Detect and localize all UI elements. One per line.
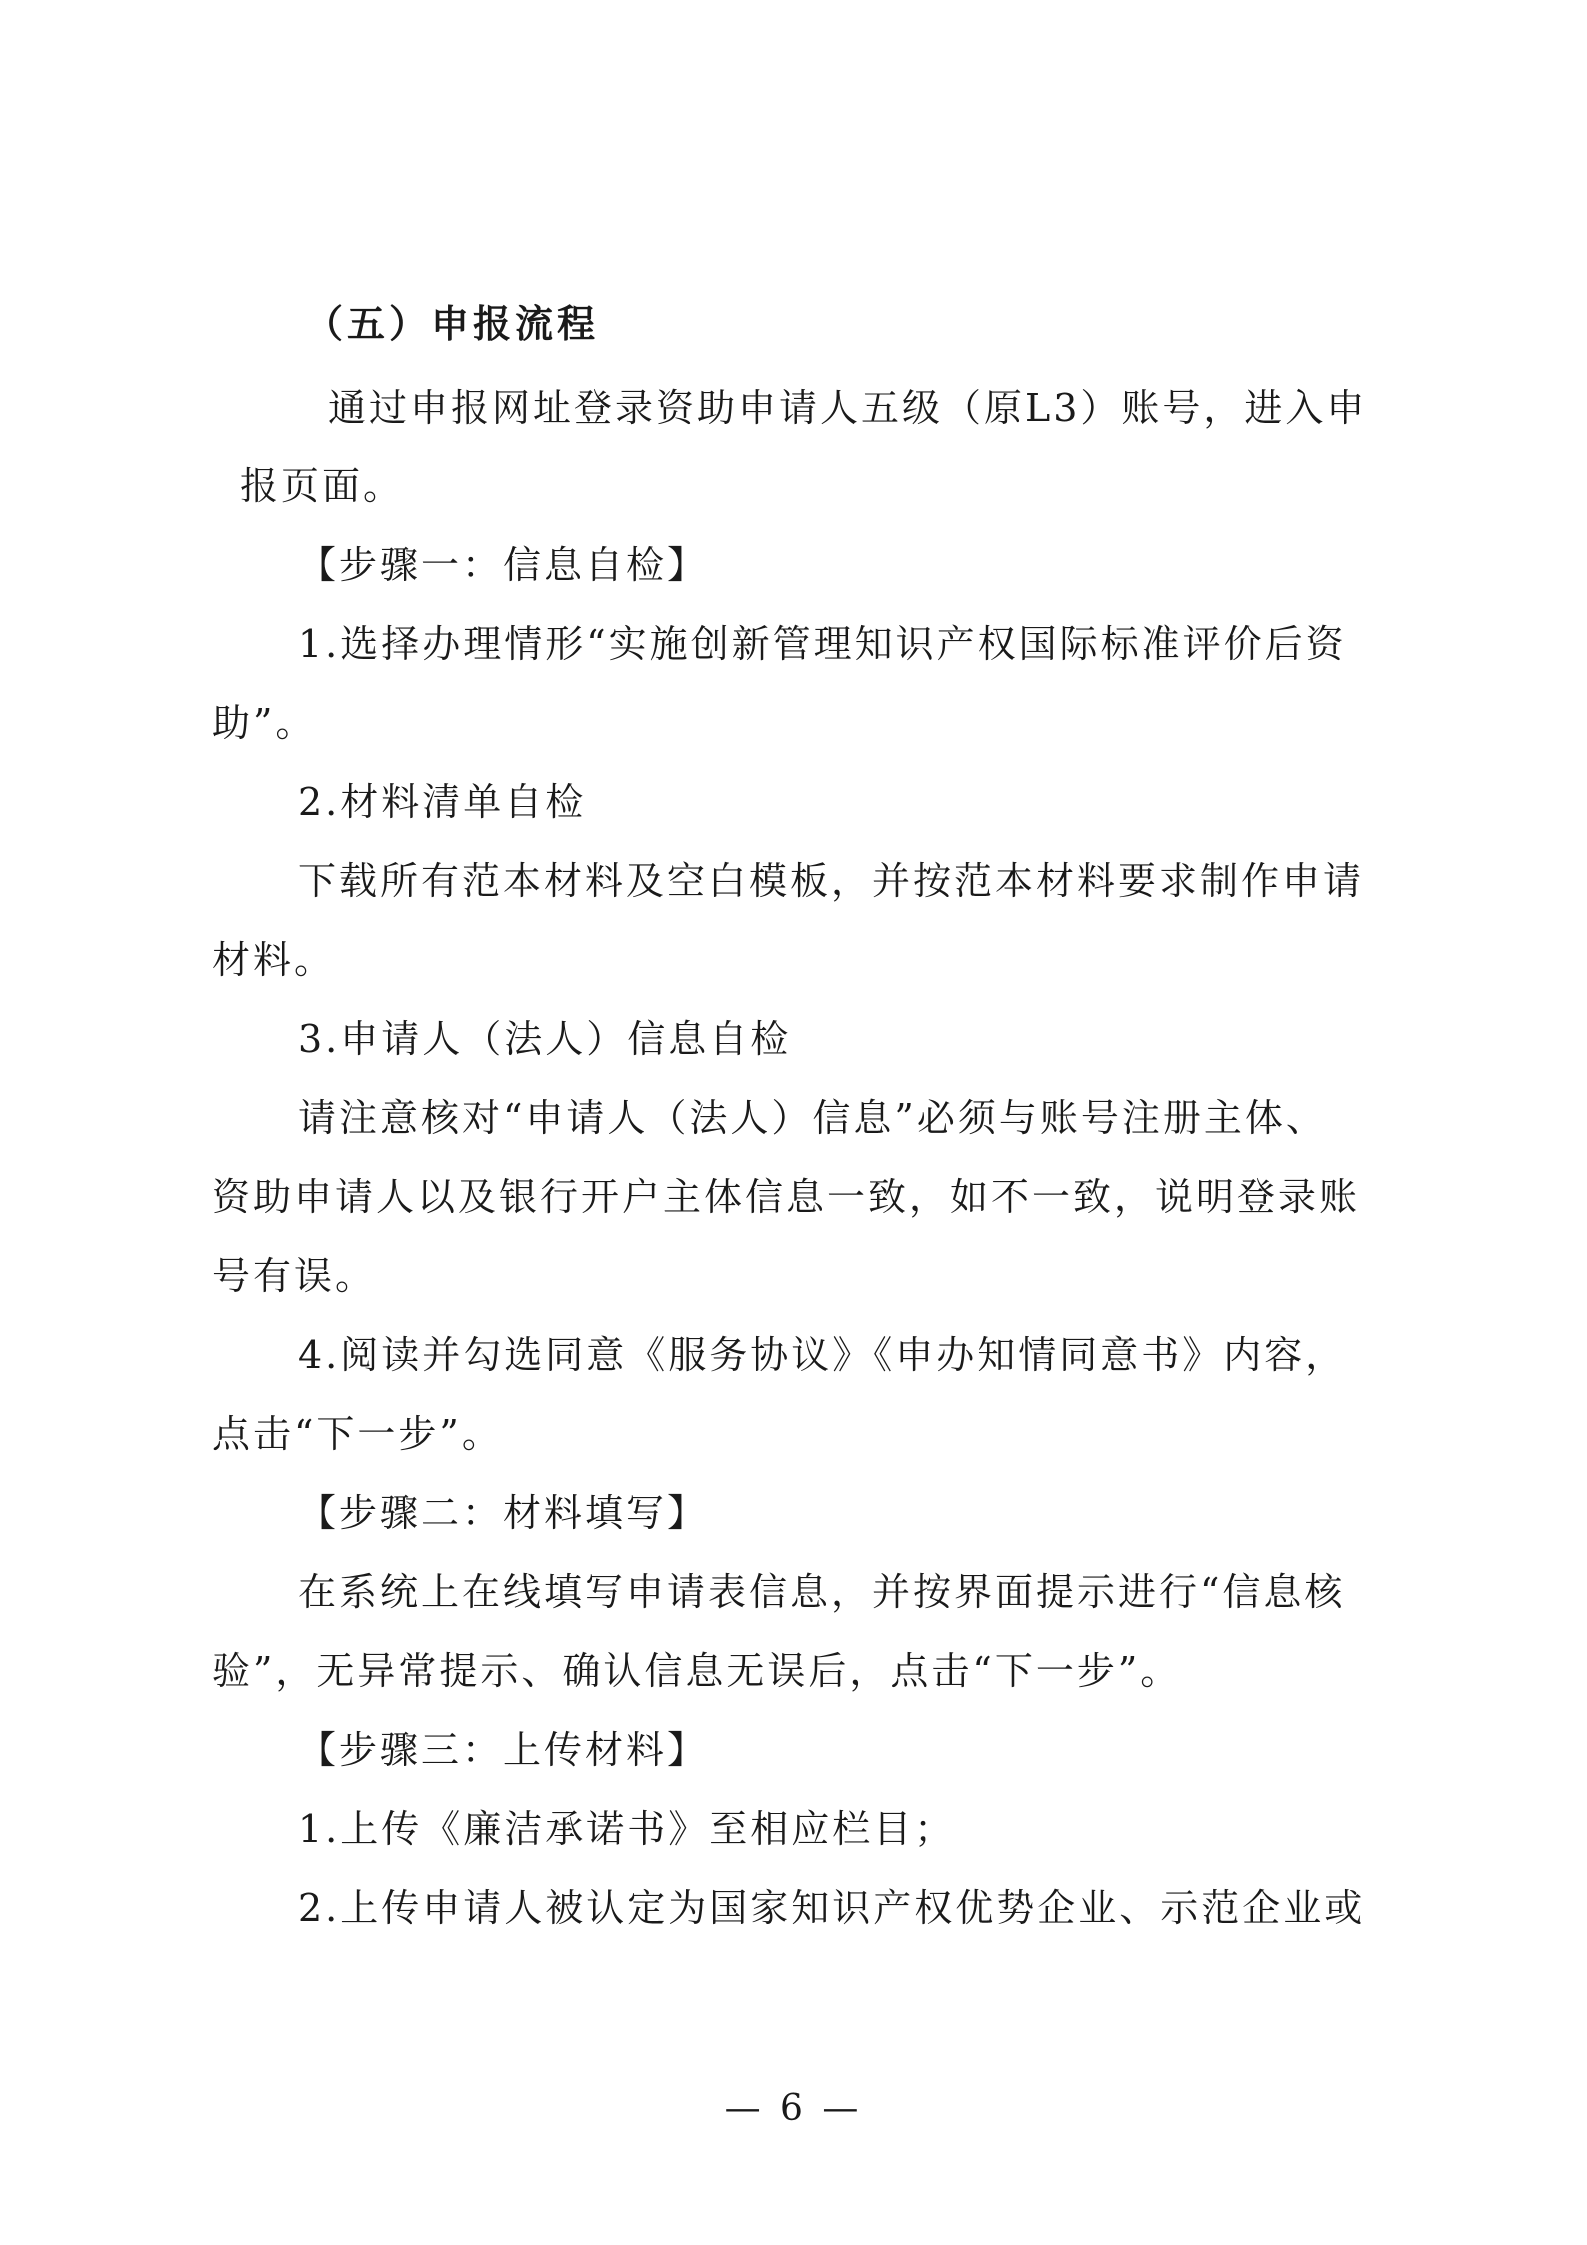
paragraph-line: 在系统上在线填写申请表信息，并按界面提示进行“信息核 bbox=[298, 1570, 1346, 1614]
paragraph-line: 号有误。 bbox=[212, 1254, 377, 1298]
paragraph-line: 助”。 bbox=[212, 701, 317, 745]
page-number: — 6 — bbox=[724, 2088, 863, 2129]
paragraph-line: 资助申请人以及银行开户主体信息一致，如不一致，说明登录账 bbox=[212, 1175, 1361, 1219]
paragraph-line: 点击“下一步”。 bbox=[212, 1412, 503, 1456]
paragraph-line: 验”，无异常提示、确认信息无误后，点击“下一步”。 bbox=[212, 1649, 1182, 1693]
paragraph-line: 报页面。 bbox=[240, 464, 405, 508]
paragraph-line: 2.上传申请人被认定为国家知识产权优势企业、示范企业或 bbox=[298, 1886, 1366, 1930]
paragraph-line: 通过申报网址登录资助申请人五级（原L3）账号，进入申 bbox=[328, 386, 1368, 430]
section-heading: （五）申报流程 bbox=[305, 301, 600, 346]
paragraph-line: 3.申请人（法人）信息自检 bbox=[298, 1017, 792, 1061]
step-heading: 【步骤一：信息自检】 bbox=[298, 543, 709, 587]
paragraph-line: 请注意核对“申请人（法人）信息”必须与账号注册主体、 bbox=[298, 1096, 1327, 1140]
paragraph-line: 1.选择办理情形“实施创新管理知识产权国际标准评价后资 bbox=[298, 622, 1347, 666]
step-heading: 【步骤二：材料填写】 bbox=[298, 1491, 709, 1535]
paragraph-line: 材料。 bbox=[212, 938, 336, 982]
paragraph-line: 4.阅读并勾选同意《服务协议》《申办知情同意书》内容， bbox=[298, 1333, 1347, 1377]
paragraph-line: 2.材料清单自检 bbox=[298, 780, 587, 824]
paragraph-line: 下载所有范本材料及空白模板，并按范本材料要求制作申请 bbox=[298, 859, 1365, 903]
step-heading: 【步骤三：上传材料】 bbox=[298, 1728, 709, 1772]
paragraph-line: 1.上传《廉洁承诺书》至相应栏目； bbox=[298, 1807, 956, 1851]
